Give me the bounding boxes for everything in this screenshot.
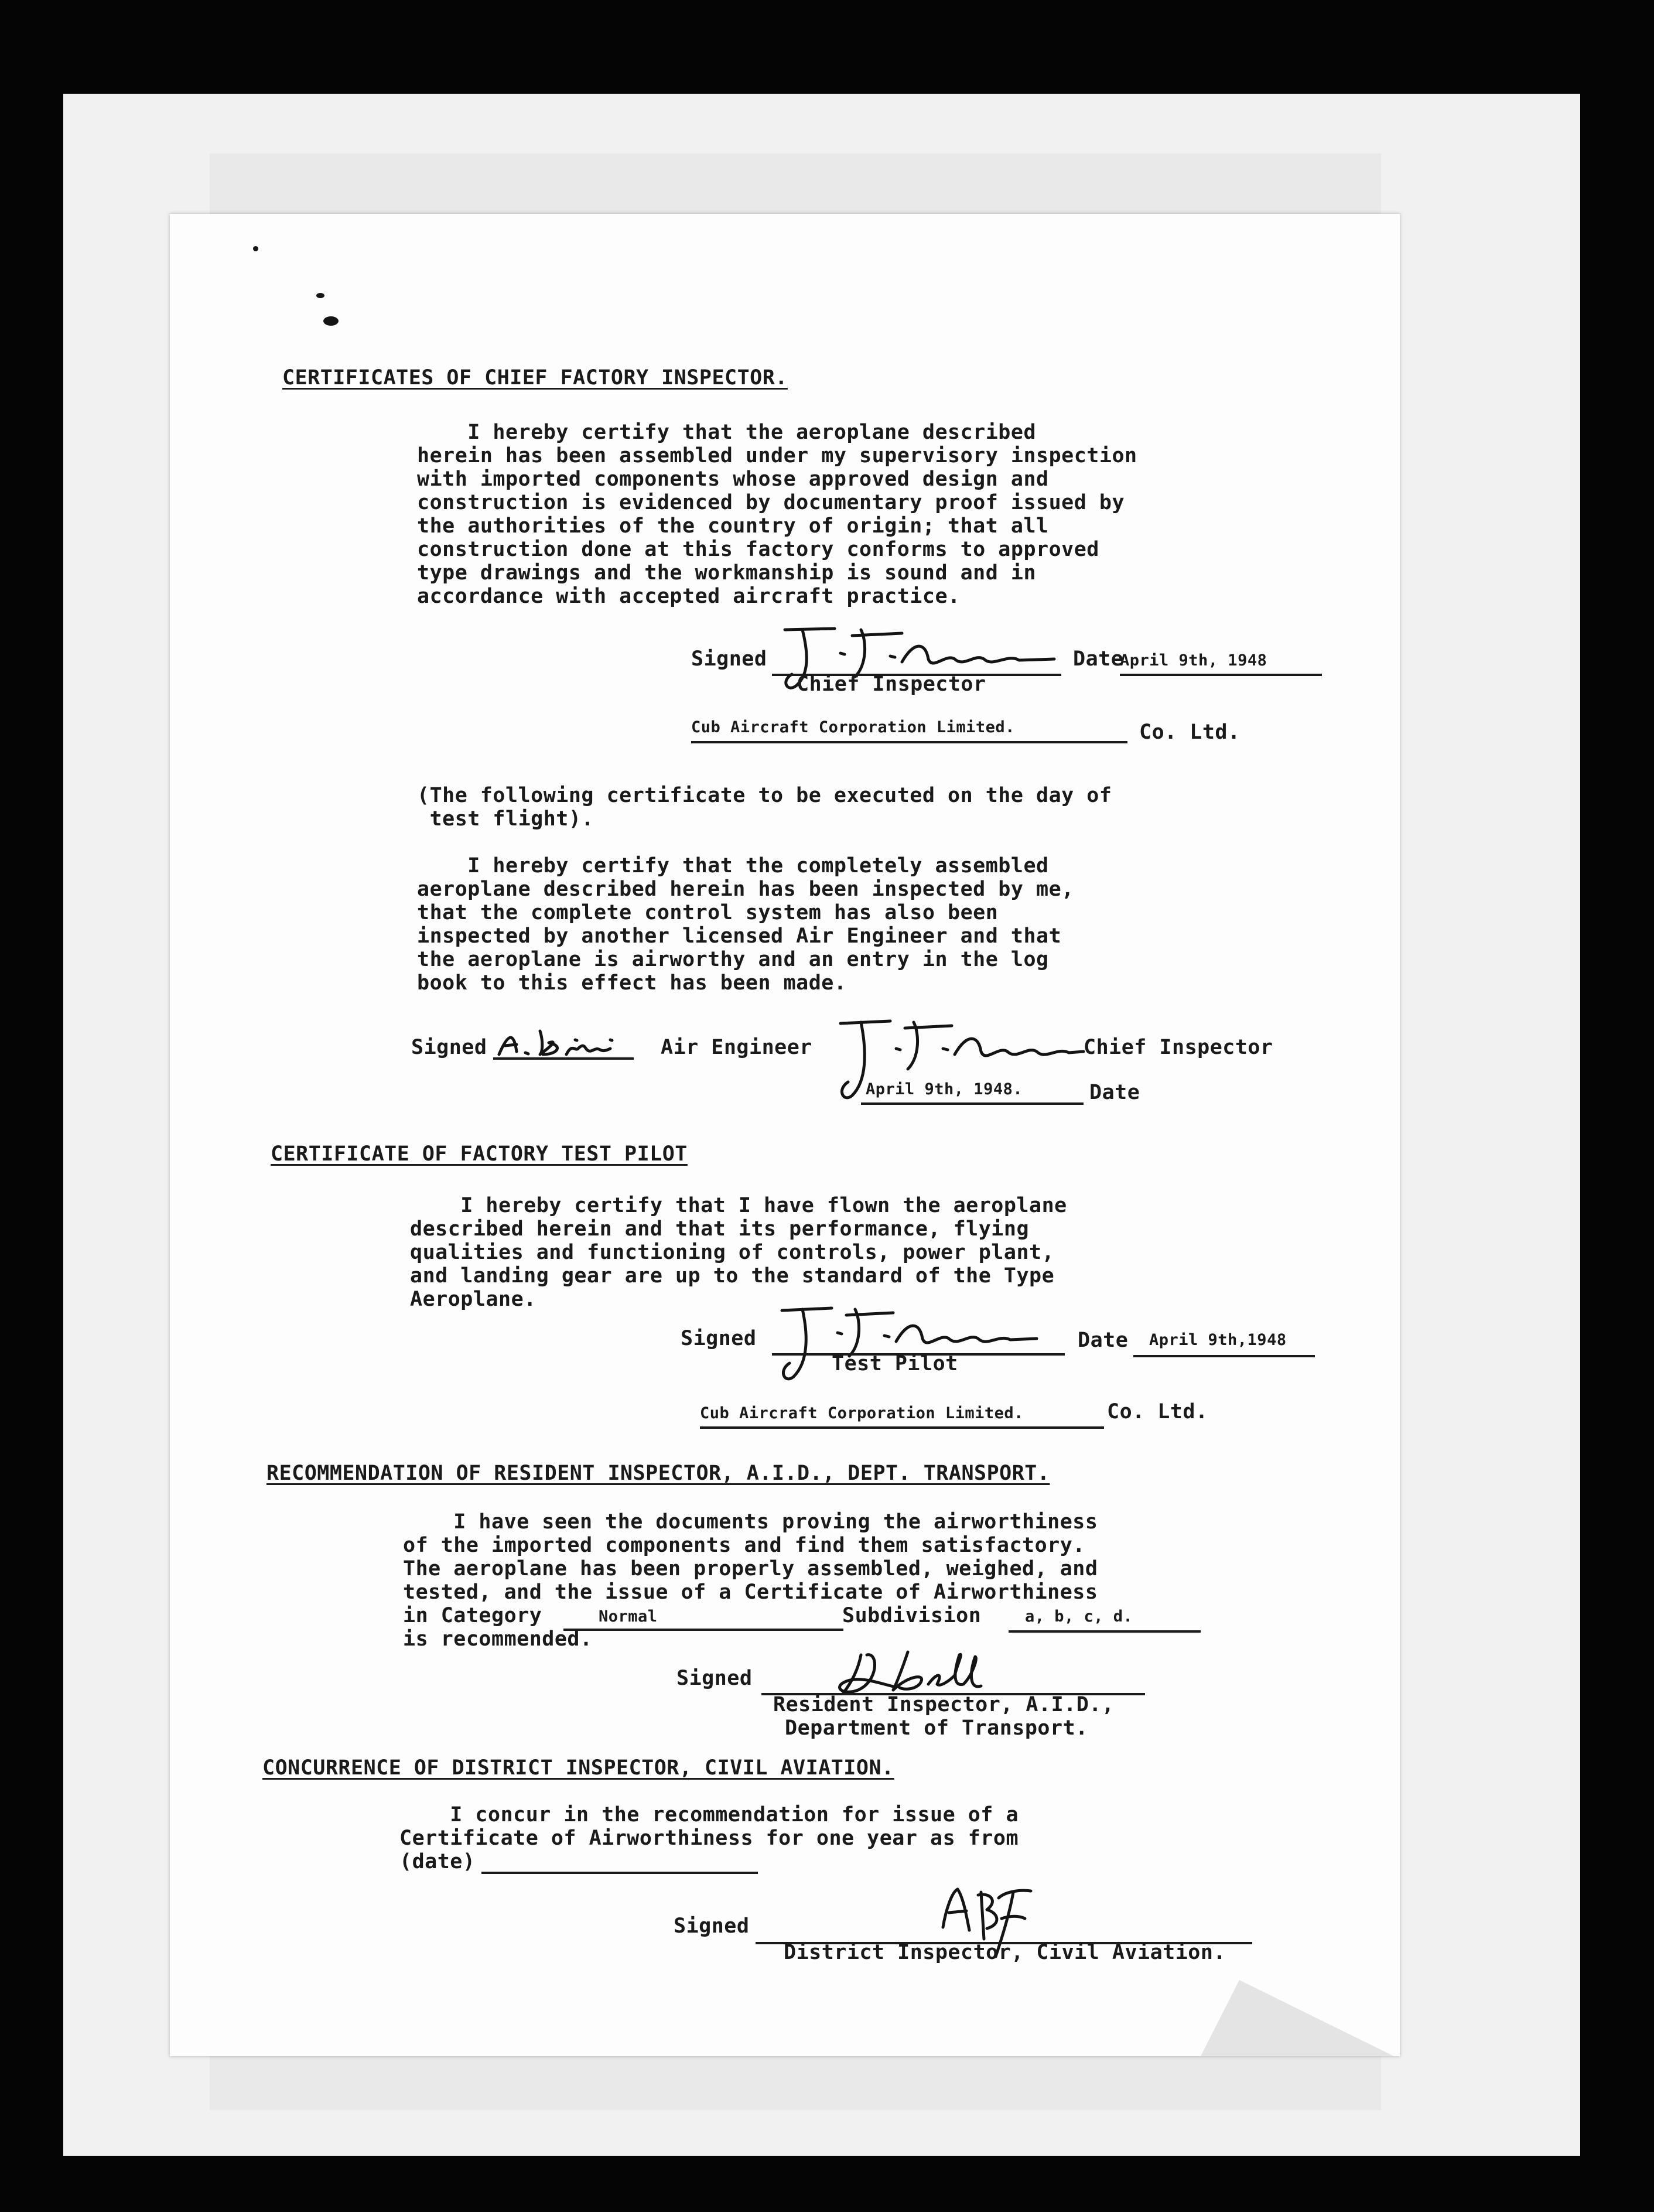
category-label: in Category [403,1604,542,1627]
test-pilot-title: Test Pilot [832,1352,958,1375]
subdivision-value: a, b, c, d. [1025,1607,1133,1626]
subdivision-label: Subdivision [842,1604,982,1627]
body-line: and landing gear are up to the standard of the Type [410,1264,1055,1288]
company-line [700,1426,1104,1429]
company-value: Cub Aircraft Corporation Limited. [691,718,1015,736]
body-line: construction is evidenced by documentary proof issued by [417,491,1125,514]
company-value: Cub Aircraft Corporation Limited. [700,1404,1024,1422]
date-line [861,1102,1084,1105]
category-line [563,1629,843,1631]
body-line: the authorities of the country of origin; that all [417,514,1049,538]
body-line: book to this effect has been made. [417,971,847,995]
date-value: April 9th, 1948. [866,1080,1023,1098]
signed-label: Signed [411,1036,487,1059]
ink-speck [253,246,258,251]
body-line: the aeroplane is airworthy and an entry in the log [417,948,1049,971]
body-line: construction done at this factory conforms to approved [417,538,1099,561]
date-value: April 9th,1948 [1149,1331,1287,1349]
category-value: Normal [599,1607,658,1626]
date-value: April 9th, 1948 [1120,651,1267,670]
body-line: that the complete control system has also been [417,901,999,924]
air-engineer-label: Air Engineer [661,1036,812,1059]
body-line: I hereby certify that I have flown the aeroplane [410,1194,1067,1217]
body-line: of the imported components and find them satisfactory. [403,1534,1085,1557]
date-label: Date [1078,1329,1129,1352]
body-line: I have seen the documents proving the airworthiness [403,1510,1098,1534]
body-line: The aeroplane has been properly assembled, weighed, and [403,1557,1098,1581]
body-line: herein has been assembled under my supervisory inspection [417,444,1137,467]
date-line [481,1872,758,1874]
body-line: type drawings and the workmanship is sound and in [417,561,1037,585]
company-suffix: Co. Ltd. [1107,1400,1208,1424]
body-line: tested, and the issue of a Certificate of Airworthiness [403,1581,1098,1604]
body-line: inspected by another licensed Air Engineer and that [417,924,1062,948]
date-line [1120,674,1322,676]
body-line: aeroplane described herein has been inspected by me, [417,878,1074,901]
date-label: (date) [399,1850,476,1873]
resident-inspector-title: Department of Transport. [785,1716,1088,1740]
body-line: I concur in the recommendation for issue of a [399,1803,1019,1827]
ink-speck [316,293,324,298]
chief-inspector-label: Chief Inspector [1084,1036,1273,1059]
company-line [691,741,1127,743]
body-line: with imported components whose approved design and [417,467,1049,491]
signed-label: Signed [681,1327,757,1350]
signed-label: Signed [691,647,767,671]
district-inspector-title: District Inspector, Civil Aviation. [784,1941,1226,1964]
signed-label: Signed [674,1914,750,1938]
heading-district-inspector: CONCURRENCE OF DISTRICT INSPECTOR, CIVIL AVIATION. [262,1756,894,1780]
body-line: I hereby certify that the aeroplane described [417,421,1037,444]
body-line: accordance with accepted aircraft practice. [417,585,961,608]
date-label: Date [1073,647,1124,671]
air-engineer-line [493,1057,634,1060]
company-suffix: Co. Ltd. [1139,721,1240,744]
heading-chief-factory-inspector: CERTIFICATES OF CHIEF FACTORY INSPECTOR. [282,366,788,390]
note-line: (The following certificate to be executed on the day of [417,784,1112,807]
body-line: described herein and that its performance, flying [410,1217,1030,1241]
subdivision-line [1009,1630,1201,1633]
signed-label: Signed [676,1667,753,1690]
date-label: Date [1089,1081,1140,1104]
resident-inspector-title: Resident Inspector, A.I.D., [773,1693,1115,1716]
note-line: test flight). [417,807,594,831]
body-line: qualities and functioning of controls, power plant, [410,1241,1055,1264]
recommended-text: is recommended. [403,1627,593,1651]
body-line: Aeroplane. [410,1288,536,1311]
chief-inspector-title: Chief Inspector [797,673,986,696]
heading-factory-test-pilot: CERTIFICATE OF FACTORY TEST PILOT [271,1142,688,1166]
ink-speck [323,316,339,326]
heading-resident-inspector: RECOMMENDATION OF RESIDENT INSPECTOR, A.I.D., DEPT. TRANSPORT. [266,1462,1050,1485]
body-line: I hereby certify that the completely assembled [417,854,1049,878]
body-line: Certificate of Airworthiness for one year as from [399,1827,1019,1850]
date-line [1133,1355,1315,1357]
